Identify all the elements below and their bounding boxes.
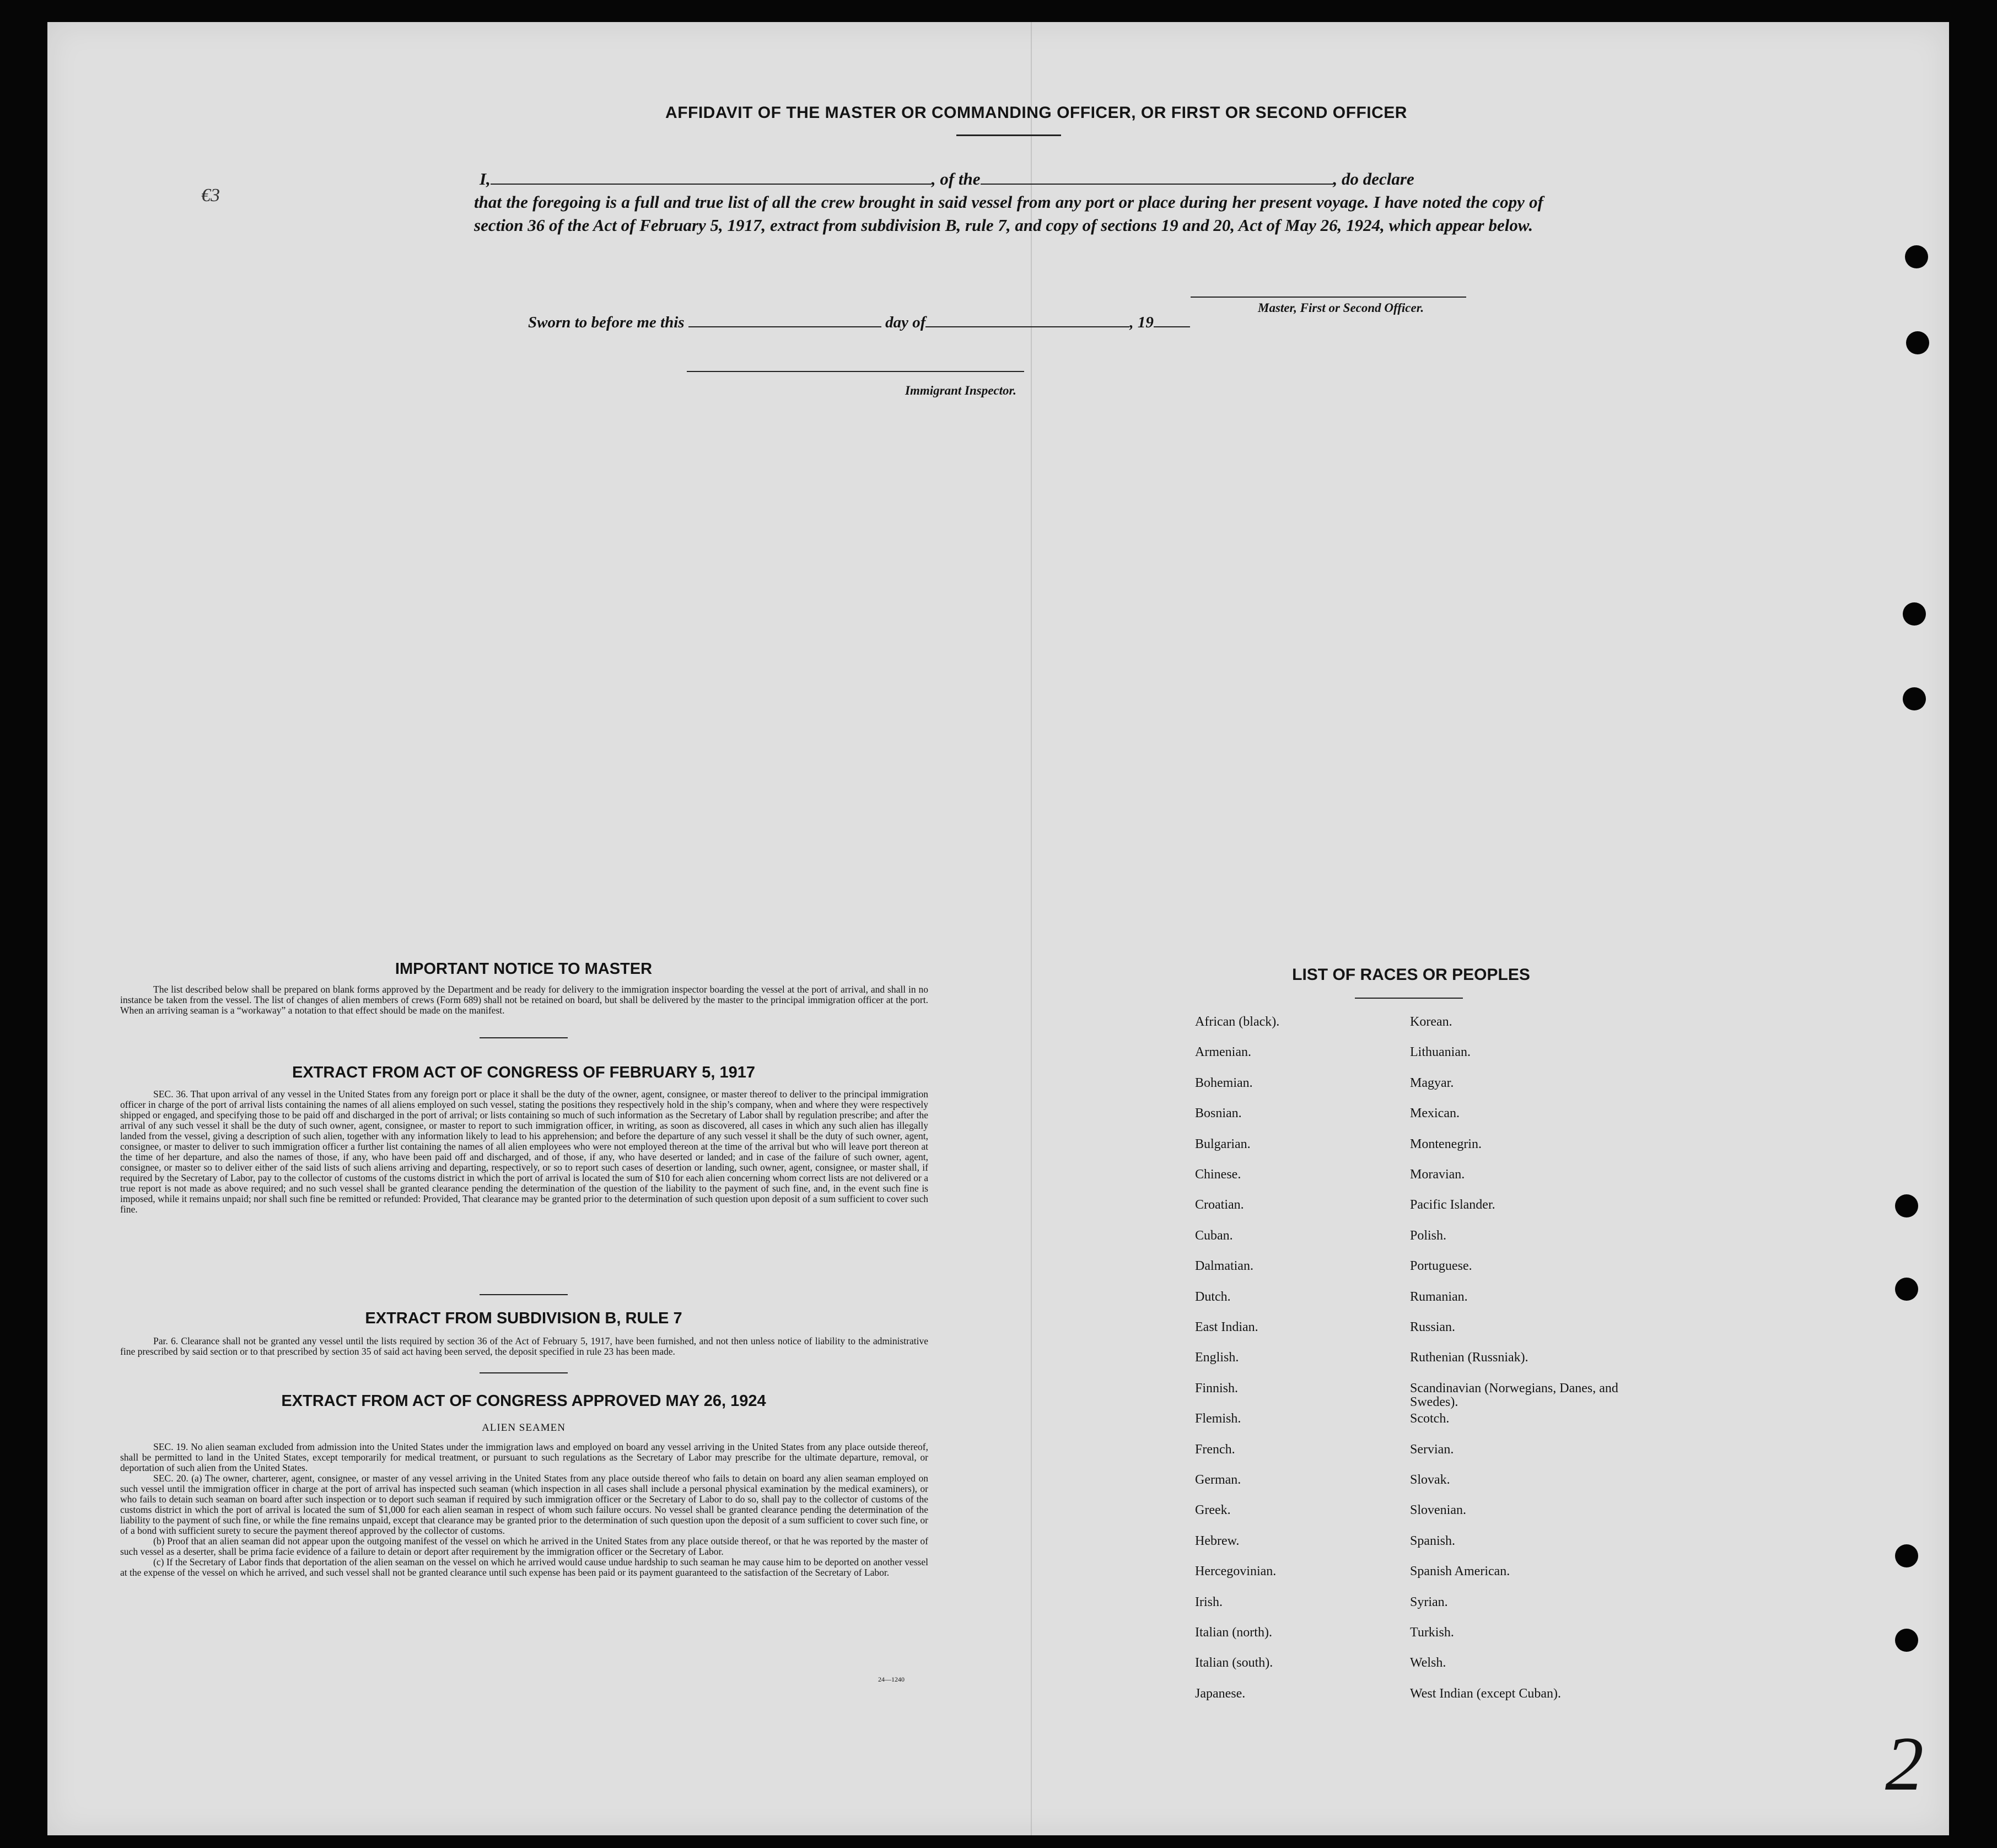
race-item: Servian. (1410, 1442, 1454, 1457)
race-item: Montenegrin. (1410, 1137, 1482, 1151)
sworn-prefix: Sworn to before me this (528, 314, 685, 331)
notice-text: The list described below shall be prepared on blank forms approved by the Department and be ready for delivery to the immigration inspector boarding the vessel at the port of arrival, and shall in no instance be taken from the vessel. The list of changes of alien members of crews (Form 689) shall not be retained on board, but shall be delivered by the master to the principal immigration officer at the port. When an arriving seaman is a “workaway” a notation to that effect should be made on the manifest. (120, 984, 928, 1016)
sworn-day-of: day of (885, 314, 926, 331)
race-item: Hebrew. (1195, 1534, 1240, 1548)
race-item: Italian (north). (1195, 1625, 1272, 1640)
alien-seamen-heading: ALIEN SEAMEN (482, 1422, 566, 1434)
section-rule (480, 1294, 568, 1295)
punch-hole (1903, 687, 1926, 710)
race-item: Spanish. (1410, 1534, 1456, 1548)
race-item: Croatian. (1195, 1198, 1244, 1212)
race-item: Magyar. (1410, 1076, 1454, 1090)
punch-hole (1903, 602, 1926, 626)
sworn-line (528, 312, 1190, 332)
center-fold (1031, 22, 1032, 1835)
affidavit-title: AFFIDAVIT OF THE MASTER OR COMMANDING OFFICER, OR FIRST OR SECOND OFFICER (665, 104, 1407, 122)
race-item: Japanese. (1195, 1687, 1246, 1701)
race-item: Slovenian. (1410, 1503, 1466, 1517)
race-item: Turkish. (1410, 1625, 1454, 1640)
declaration-i: I, (480, 169, 491, 188)
extract-1917-text: SEC. 36. That upon arrival of any vessel in the United States from any foreign port or place it shall be the duty of the owner, agent, consignee, or master thereof to deliver to the principal immigration officer in charge of the port of arrival lists containing the names of all aliens employed on such vessel, stating the positions they respectively hold in the ship’s company, when and where they were respectively shipped or engaged, and specifying those to be paid off and discharged in the port of arrival; or lists containing so much of such information as the Secretary of Labor shall by regulation prescribe; and after the arrival of any such vessel it shall be the duty of such owner, agent, consignee, or master to report to such immigration officer, in writing, as soon as discovered, all cases in which any such alien has illegally landed from the vessel, giving a description of such alien, together with any information likely to lead to his apprehension; and before the departure of any such vessel it shall be the duty of such owner, agent, consignee, or master to deliver to such immigration officer a further list containing the names of all alien employees who were not employed thereon at the time of the arrival but who will leave port thereon at the time of her departure, and also the names of those, if any, who have been paid off and discharged, and of those, if any, who have deserted or landed; and in case of the failure of such owner, agent, consignee, or master so to deliver either of the said lists of such aliens arriving and departing, respectively, or so to report such cases of desertion or landing, such owner, agent, consignee, or master shall, if required by the Secretary of Labor, pay to the collector of customs of the customs district in which the port of arrival is located the sum of $10 for each alien concerning whom correct lists are not delivered or a true report is not made as above required; and no such vessel shall be granted clearance pending the determination of the question of the liability to the payment of such fine, and, in the event such fine is imposed, while it remains unpaid; nor shall such fine be remitted or refunded: Provided, That clearance may be granted prior to the determination of such question upon deposit of a sum sufficient to cover such fine. (120, 1089, 928, 1215)
race-item: Korean. (1410, 1015, 1452, 1029)
punch-hole (1895, 1278, 1918, 1301)
sec20b-text: (b) Proof that an alien seaman did not appear upon the outgoing manifest of the vessel on which he arrived in the United States from any place outside thereof, or that he was reported by the master of such vessel as a deserter, shall be prima facie evidence of a failure to detain or deport after requirement by the immigration officer or the Secretary of Labor. (120, 1535, 928, 1557)
race-item: Lithuanian. (1410, 1045, 1471, 1059)
races-rule (1355, 998, 1463, 999)
race-item: Ruthenian (Russniak). (1410, 1350, 1528, 1365)
section-rule (480, 1037, 568, 1038)
form-number: 24—1240 (878, 1675, 905, 1683)
extract-1917-title: EXTRACT FROM ACT OF CONGRESS OF FEBRUARY 5, 1917 (292, 1064, 756, 1081)
race-item: Bosnian. (1195, 1106, 1242, 1120)
race-item: Dutch. (1195, 1290, 1231, 1304)
inspector-signature-line[interactable] (687, 371, 1024, 372)
race-item: West Indian (except Cuban). (1410, 1687, 1561, 1701)
race-item: Finnish. (1195, 1381, 1239, 1396)
declaration (474, 168, 1543, 237)
race-item: Russian. (1410, 1320, 1456, 1334)
sec19-text: SEC. 19. No alien seaman excluded from admission into the United States under the immigration laws and employed on board any vessel arriving in the United States from any place outside thereof, shall be permitted to land in the United States, except temporarily for medical treatment, or pursuant to such regulations as the Secretary of Labor may prescribe for the ultimate departure, removal, or deportation of such alien from the United States. (120, 1441, 928, 1473)
page-number: 2 (1885, 1721, 1924, 1807)
title-rule (956, 134, 1061, 136)
sworn-year-field[interactable] (1154, 312, 1190, 327)
punch-hole (1895, 1629, 1918, 1652)
sec20a-text: SEC. 20. (a) The owner, charterer, agent, consignee, or master of any vessel arriving in the United States from any place outside thereof who fails to detain on board any alien seaman employed on such vessel until the immigration officer in charge at the port of arrival has inspected such seaman (which inspection in all cases shall include a personal physical examination by the medical examiners), or who fails to detain such seaman on board after such inspection or to deport such seaman if required by such immigration officer or the Secretary of Labor to do so, shall pay to the collector of customs of the customs district in which the port of arrival is located the sum of $1,000 for each alien seaman in respect of whom such failure occurs. No vessel shall be granted clearance pending the determination of the liability to the payment of such fine, or while the fine remains unpaid, except that clearance may be granted prior to the determination of such question upon the deposit of a sum sufficient to cover such fine, or of a bond with sufficient surety to secure the payment thereof approved by the collector of customs. (120, 1473, 928, 1536)
sec20c-text: (c) If the Secretary of Labor finds that deportation of the alien seaman on the vessel on which he arrived would cause undue hardship to such seaman he may cause him to be deported on another vessel at the expense of the vessel on which he arrived, and such vessel shall not be granted clearance until such expense has been paid or its payment guaranteed to the satisfaction of the Secretary of Labor. (120, 1556, 928, 1578)
section-rule (480, 1372, 568, 1373)
race-item: African (black). (1195, 1015, 1280, 1029)
race-item: Portuguese. (1410, 1259, 1472, 1273)
race-item: Armenian. (1195, 1045, 1251, 1059)
race-item: Welsh. (1410, 1656, 1446, 1670)
race-item: Dalmatian. (1195, 1259, 1253, 1273)
race-item: Syrian. (1410, 1595, 1448, 1609)
declaration-do-declare: , do declare (1333, 169, 1414, 188)
race-item: Mexican. (1410, 1106, 1460, 1120)
extract-rule7-body (120, 1336, 928, 1357)
vessel-field[interactable] (981, 169, 1333, 185)
race-item: Bohemian. (1195, 1076, 1253, 1090)
race-item: Scandinavian (Norwegians, Danes, and Swedes). (1410, 1381, 1618, 1409)
race-item: Greek. (1195, 1503, 1231, 1517)
extract-rule7-text: Par. 6. Clearance shall not be granted any vessel until the lists required by section 36 of the Act of February 5, 1917, have been furnished, and not then unless notice of liability to the administrative fine prescribed by said section or to that prescribed by section 35 of said act having been served, the deposit specified in rule 23 has been made. (120, 1335, 928, 1357)
extract-1924-title: EXTRACT FROM ACT OF CONGRESS APPROVED MAY 26, 1924 (281, 1392, 766, 1410)
race-item: Chinese. (1195, 1167, 1241, 1182)
margin-mark: €3 (201, 185, 220, 206)
race-item: German. (1195, 1473, 1241, 1487)
sworn-day-field[interactable] (688, 312, 881, 327)
signature-line[interactable] (1191, 297, 1466, 298)
signature-label: Master, First or Second Officer. (1258, 301, 1424, 315)
race-item: Hercegovinian. (1195, 1564, 1277, 1578)
race-item: Polish. (1410, 1229, 1447, 1243)
sworn-month-field[interactable] (925, 312, 1129, 327)
notice-body (120, 984, 928, 1016)
declaration-of-the: , of the (931, 169, 981, 188)
race-item: Pacific Islander. (1410, 1198, 1495, 1212)
race-item: Bulgarian. (1195, 1137, 1251, 1151)
race-item: East Indian. (1195, 1320, 1258, 1334)
declaration-body: that the foregoing is a full and true list of all the crew brought in said vessel from any port or place during her present voyage. I have noted the copy of section 36 of the Act of February 5, 1917, extract from subdivision B, rule 7, and copy of sections 19 and 20, Act of May 26, 1924, which appear below. (474, 192, 1543, 235)
race-item: Spanish American. (1410, 1564, 1510, 1578)
punch-hole (1895, 1194, 1918, 1217)
race-item: Italian (south). (1195, 1656, 1273, 1670)
race-item: Cuban. (1195, 1229, 1233, 1243)
name-field[interactable] (491, 169, 932, 185)
sworn-year: , 19 (1129, 314, 1154, 331)
race-item: Rumanian. (1410, 1290, 1468, 1304)
notice-title: IMPORTANT NOTICE TO MASTER (395, 960, 653, 978)
punch-hole (1906, 331, 1929, 354)
inspector-label: Immigrant Inspector. (905, 384, 1016, 397)
race-item: Irish. (1195, 1595, 1223, 1609)
punch-hole (1895, 1544, 1918, 1567)
race-item: French. (1195, 1442, 1235, 1457)
race-item: Slovak. (1410, 1473, 1450, 1487)
race-item: Flemish. (1195, 1411, 1241, 1426)
extract-1917-body (120, 1089, 928, 1215)
race-item: English. (1195, 1350, 1239, 1365)
race-item: Moravian. (1410, 1167, 1465, 1182)
extract-rule7-title: EXTRACT FROM SUBDIVISION B, RULE 7 (365, 1310, 682, 1327)
punch-hole (1905, 245, 1928, 268)
races-title: LIST OF RACES OR PEOPLES (1292, 966, 1530, 984)
extract-1924-body (120, 1442, 928, 1578)
race-item: Scotch. (1410, 1411, 1450, 1426)
